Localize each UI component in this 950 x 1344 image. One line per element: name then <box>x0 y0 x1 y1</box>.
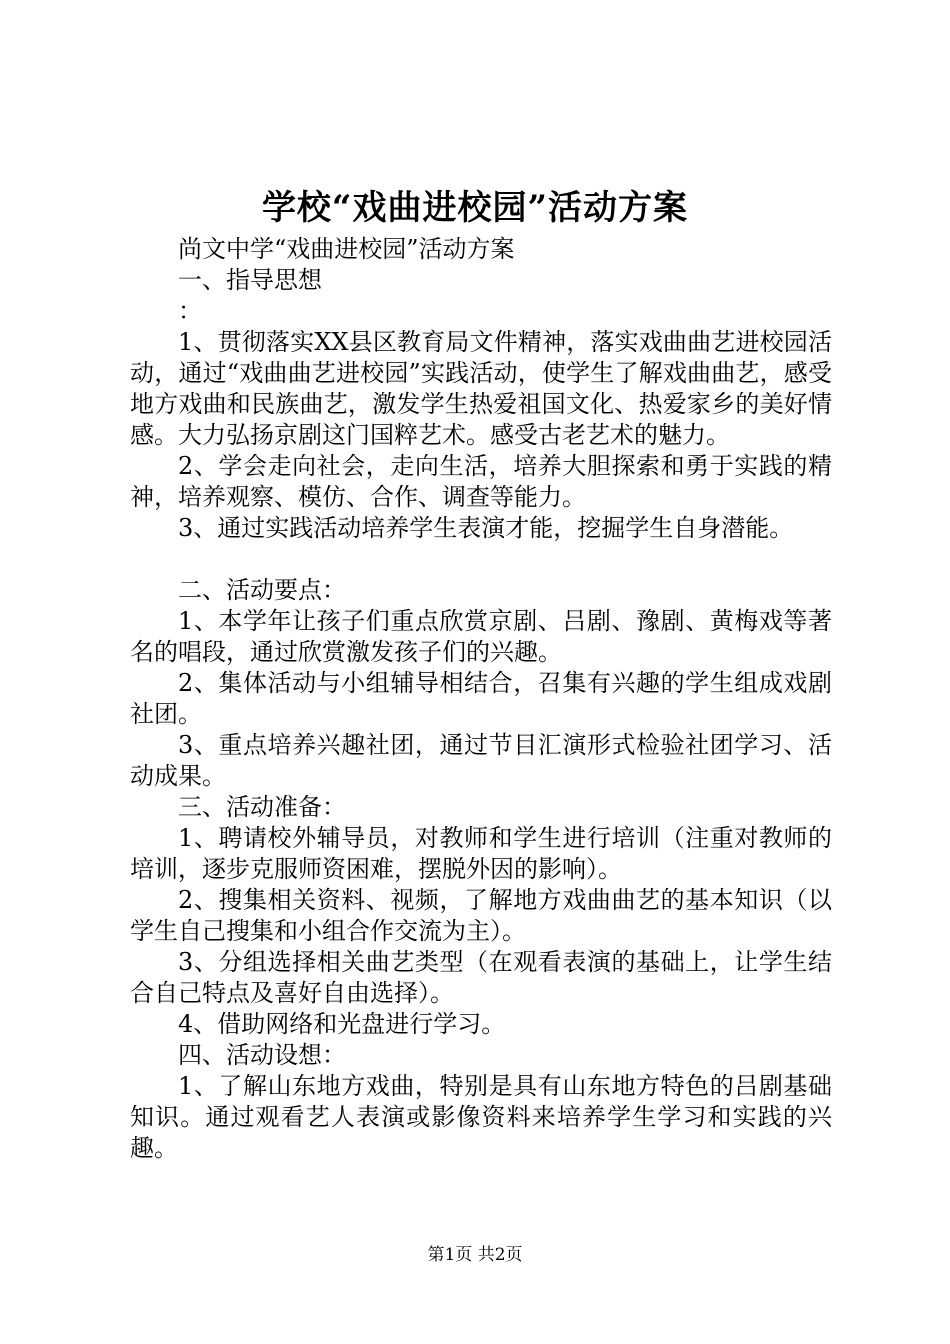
paragraph-key-points-3: 3、重点培养兴趣社团，通过节目汇演形式检验社团学习、活动成果。 <box>130 731 832 790</box>
section-heading-guiding-ideology: 一、指导思想 <box>178 266 322 294</box>
document-body <box>130 234 832 1164</box>
paragraph-preparation-1: 1、聘请校外辅导员，对教师和学生进行培训（注重对教师的培训，逐步克服师资困难，摆脱外因的影响）。 <box>130 824 832 883</box>
paragraph-key-points-2: 2、集体活动与小组辅导相结合，召集有兴趣的学生组成戏剧社团。 <box>130 669 832 728</box>
paragraph-activity-ideas-1: 1、了解山东地方戏曲，特别是具有山东地方特色的吕剧基础知识。通过观看艺人表演或影像资料来培养学生学习和实践的兴趣。 <box>130 1072 832 1162</box>
paragraph-ideology-1: 1、贯彻落实XX县区教育局文件精神，落实戏曲曲艺进校园活动，通过“戏曲曲艺进校园”实践活动，使学生了解戏曲曲艺，感受地方戏曲和民族曲艺，激发学生热爱祖国文化、热爱家乡的美好情感。大力弘扬京剧这门国粹艺术。感受古老艺术的魅力。 <box>130 328 832 449</box>
page-footer: 第1页 共2页 <box>427 1245 523 1265</box>
subtitle-paragraph: 尚文中学“戏曲进校园”活动方案 <box>178 235 515 263</box>
section-heading-key-points: 二、活动要点： <box>178 576 346 604</box>
paragraph-preparation-3: 3、分组选择相关曲艺类型（在观看表演的基础上，让学生结合自己特点及喜好自由选择）。 <box>130 948 832 1007</box>
paragraph-preparation-4: 4、借助网络和光盘进行学习。 <box>178 1010 506 1038</box>
section-heading-activity-ideas: 四、活动设想： <box>178 1041 346 1069</box>
paragraph-preparation-2: 2、搜集相关资料、视频，了解地方戏曲曲艺的基本知识（以学生自己搜集和小组合作交流为主）。 <box>130 886 832 945</box>
paragraph-ideology-2: 2、学会走向社会，走向生活，培养大胆探索和勇于实践的精神，培养观察、模仿、合作、调查等能力。 <box>130 452 832 511</box>
paragraph-key-points-1: 1、本学年让孩子们重点欣赏京剧、吕剧、豫剧、黄梅戏等著名的唱段，通过欣赏激发孩子们的兴趣。 <box>130 607 832 666</box>
document-title: 学校“戏曲进校园”活动方案 <box>261 188 689 228</box>
colon-line: ： <box>178 297 202 325</box>
paragraph-ideology-3: 3、通过实践活动培养学生表演才能，挖掘学生自身潜能。 <box>178 514 794 542</box>
section-heading-preparation: 三、活动准备： <box>178 793 346 821</box>
